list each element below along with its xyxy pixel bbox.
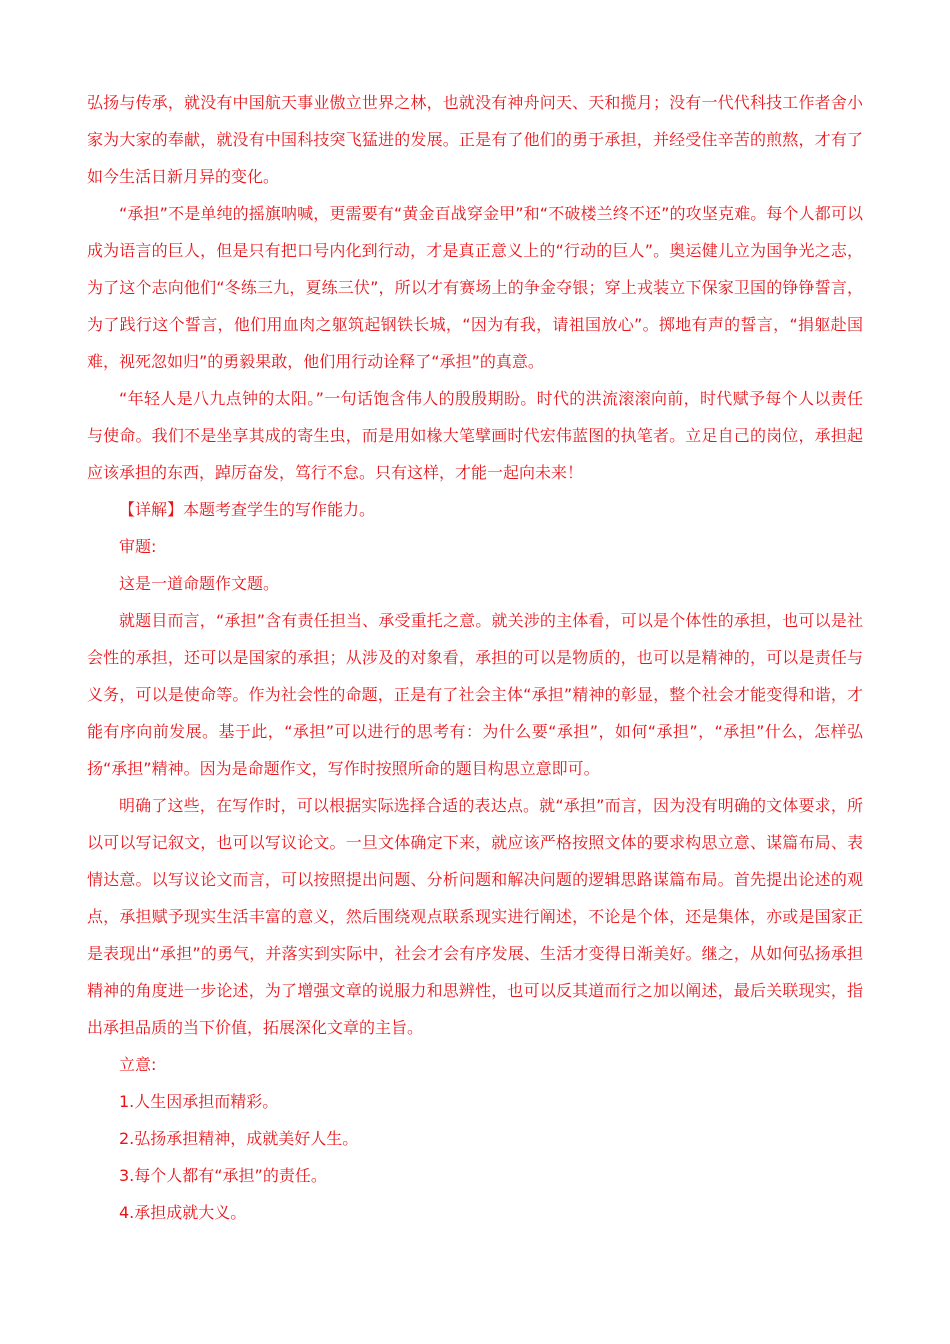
review-paragraph-2: 就题目而言，“承担”含有责任担当、承受重托之意。就关涉的主体看，可以是个体性的承担，也可以是社会性的承担，还可以是国家的承担；从涉及的对象看，承担的可以是物质的，也可以是精神的，可以是责任与义务，可以是使命等。作为社会性的命题，正是有了社会主体“承担”精神的彰显，整个社会才能变得和谐，才能有序向前发展。基于此，“承担”可以进行的思考有：为什么要“承担”，如何“承担”，“承担”什么，怎样弘扬“承担”精神。因为是命题作文，写作时按照所命的题目构思立意即可。: [87, 611, 863, 778]
theme-item-4: 4.承担成就大义。: [119, 1203, 247, 1222]
essay-paragraph-1: 弘扬与传承，就没有中国航天事业傲立世界之林，也就没有神舟问天、天和揽月；没有一代代科技工作者舍小家为大家的奉献，就没有中国科技突飞猛进的发展。正是有了他们的勇于承担，并经受住辛苦的煎熬，才有了如今生活日新月异的变化。: [87, 93, 863, 186]
theme-item-1: 1.人生因承担而精彩。: [119, 1092, 279, 1111]
review-paragraph-1: 这是一道命题作文题。: [119, 574, 280, 593]
theme-label: 立意:: [119, 1055, 157, 1074]
essay-paragraph-2: “承担”不是单纯的摇旗呐喊，更需要有“黄金百战穿金甲”和“不破楼兰终不还”的攻坚克难。每个人都可以成为语言的巨人，但是只有把口号内化到行动，才是真正意义上的“行动的巨人”。奥运健儿立为国争光之志，为了这个志向他们“冬练三九，夏练三伏”，所以才有赛场上的争金夺银；穿上戎装立下保家卫国的铮铮誓言，为了践行这个誓言，他们用血肉之躯筑起钢铁长城，“因为有我，请祖国放心”。掷地有声的誓言，“捐躯赴国难，视死忽如归”的勇毅果敢，他们用行动诠释了“承担”的真意。: [87, 204, 863, 371]
document-page: [87, 84, 863, 1231]
theme-item-2: 2.弘扬承担精神，成就美好人生。: [119, 1129, 359, 1148]
review-paragraph-3: 明确了这些，在写作时，可以根据实际选择合适的表达点。就“承担”而言，因为没有明确的文体要求，所以可以写记叙文，也可以写议论文。一旦文体确定下来，就应该严格按照文体的要求构思立意、谋篇布局、表情达意。以写议论文而言，可以按照提出问题、分析问题和解决问题的逻辑思路谋篇布局。首先提出论述的观点，承担赋予现实生活丰富的意义，然后围绕观点联系现实进行阐述，不论是个体，还是集体，亦或是国家正是表现出“承担”的勇气，并落实到实际中，社会才会有序发展、生活才变得日渐美好。继之，从如何弘扬承担精神的角度进一步论述，为了增强文章的说服力和思辨性，也可以反其道而行之加以阐述，最后关联现实，指出承担品质的当下价值，拓展深化文章的主旨。: [87, 796, 863, 1037]
explanation-heading: 【详解】本题考查学生的写作能力。: [119, 500, 376, 519]
theme-item-3: 3.每个人都有“承担”的责任。: [119, 1166, 327, 1185]
essay-paragraph-3: “年轻人是八九点钟的太阳。”一句话饱含伟人的殷殷期盼。时代的洪流滚滚向前，时代赋予每个人以责任与使命。我们不是坐享其成的寄生虫，而是用如椽大笔擘画时代宏伟蓝图的执笔者。立足自己的岗位，承担起应该承担的东西，踔厉奋发，笃行不怠。只有这样，才能一起向未来！: [87, 389, 863, 482]
review-label: 审题:: [119, 537, 157, 556]
